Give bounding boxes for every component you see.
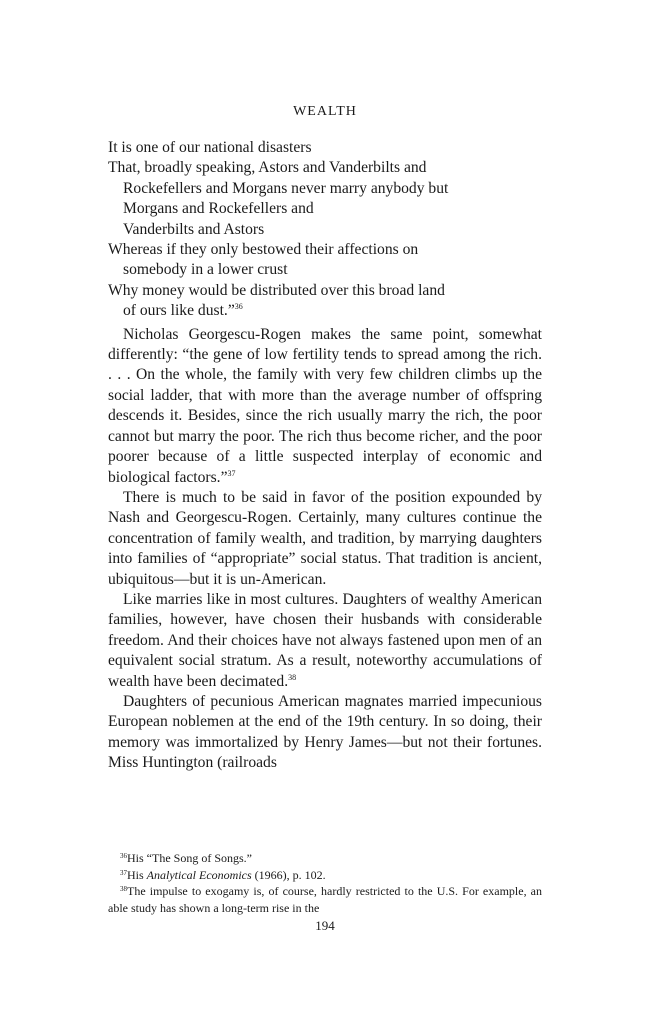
verse-line: Whereas if they only bestowed their affections on — [108, 241, 419, 259]
paragraph: There is much to be said in favor of the position expounded by Nash and Georgescu-Rogen. Certainly, many cultures continue the concentration of family wealth, and tradition, by marrying daughters into families of “appropriate” social status. That tradition is ancient, ubiquitous—but it is un-American. — [108, 488, 542, 588]
paragraph: Like marries like in most cultures. Daughters of wealthy American families, however, have chosen their husbands with considerable freedom. And their choices have not always fastened upon men of an equivalent social stratum. As a result, noteworthy accumulations of wealth have been decimated.$^{38}$ — [108, 590, 542, 690]
running-header: WEALTH — [293, 104, 357, 119]
footnote-number: 37 — [120, 868, 127, 877]
verse-line: Why money would be distributed over this broad land — [108, 281, 445, 299]
verse-line: of ours like dust.”$^{36}$ — [123, 302, 243, 320]
footnote: $^{37}$His Analytical Economics (1966), p. 102. — [120, 867, 326, 882]
verse-line: That, broadly speaking, Astors and Vanderbilts and — [108, 159, 427, 177]
footnotes — [108, 850, 542, 916]
verse-line: It is one of our national disasters — [108, 139, 312, 156]
main-text — [108, 138, 542, 774]
verse-line: Vanderbilts and Astors — [123, 220, 265, 238]
footnote: $^{38}$The impulse to exogamy is, of course, hardly restricted to the U.S. For example, an able study has shown a long-term rise in the — [108, 884, 542, 915]
footnote-ref[interactable]: 38 — [288, 672, 297, 682]
verse-quotation — [108, 138, 542, 322]
footnote-number: 36 — [120, 852, 127, 860]
paragraph: Nicholas Georgescu-Rogen makes the same point, somewhat differently: “the gene of low fertility tends to spread among the rich. . . . On the whole, the family with very few children climbs up the social ladder, that with more than the average number of offspring descends it. Besides, since the rich usually marry the rich, the poor cannot but marry the poor. The rich thus become richer, and the poor poorer because of a little suspected interplay of economic and biological factors.”$^{37}$ — [108, 325, 542, 486]
cited-title: Analytical Economics — [146, 867, 252, 882]
page-number: 194 — [315, 918, 335, 933]
verse-line: Morgans and Rockefellers and — [123, 200, 314, 218]
paragraph: Daughters of pecunious American magnates married impecunious European noblemen at the end of the 19th century. In so doing, their memory was immortalized by Henry James—but not their fortunes. Miss Huntington (railroads — [108, 692, 542, 772]
footnote: $^{36}$His “The Song of Songs.” — [120, 851, 252, 865]
footnote-number: 38 — [120, 885, 127, 893]
verse-line: somebody in a lower crust — [123, 261, 288, 279]
footnote-ref[interactable]: 36 — [234, 302, 243, 312]
verse-line: Rockefellers and Morgans never marry anybody but — [123, 179, 449, 197]
footnote-ref[interactable]: 37 — [227, 468, 236, 478]
